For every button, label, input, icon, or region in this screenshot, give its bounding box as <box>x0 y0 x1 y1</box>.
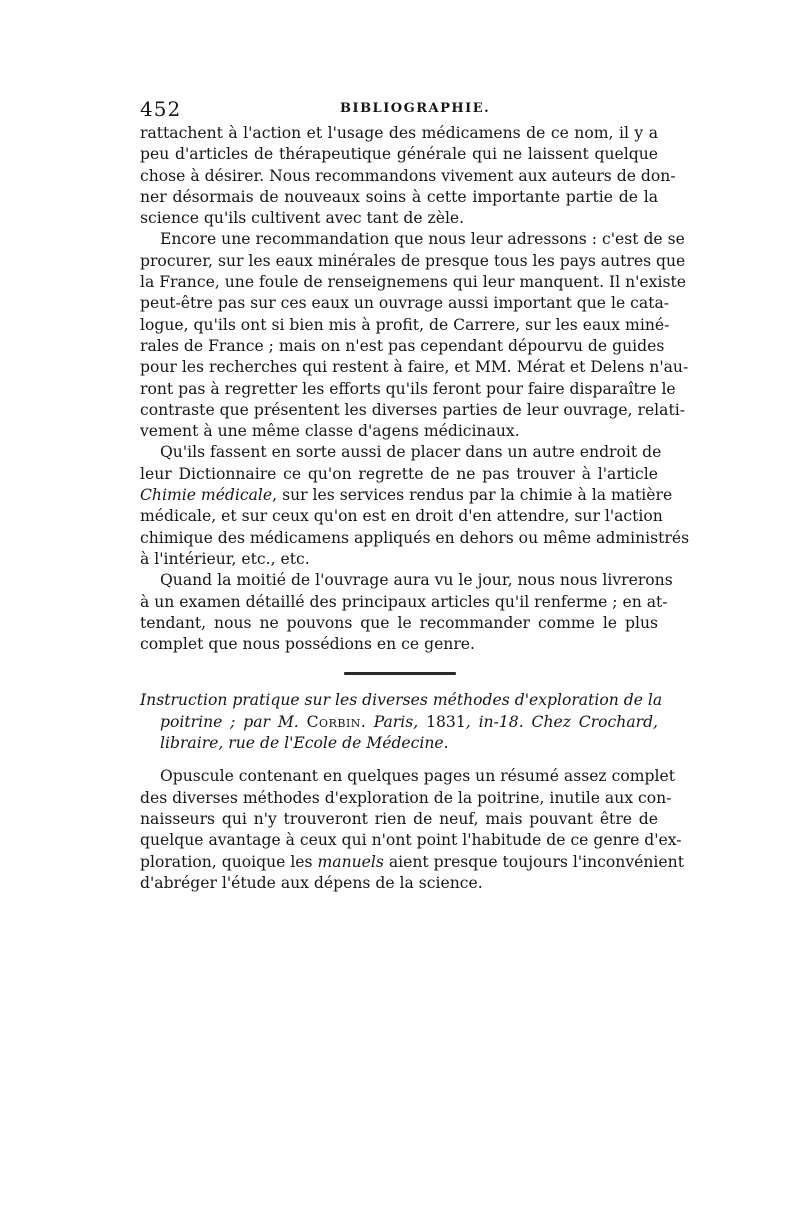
page-number: 452 <box>140 97 182 121</box>
text-line: Quand la moitié de l'ouvrage aura vu le jour, nous nous livrerons <box>160 571 673 590</box>
paragraph-chemistry <box>140 442 690 570</box>
running-title: BIBLIOGRAPHIE. <box>340 101 491 116</box>
text-line: d'abréger l'étude aux dépens de la science. <box>140 873 483 892</box>
citation-title-end: poitrine ; par M. <box>160 712 307 731</box>
text-line: contraste que présentent les diverses parties de leur ouvrage, relati- <box>140 400 685 419</box>
text-run: aient presque toujours l'inconvénient <box>383 852 684 871</box>
paragraph-continuation <box>140 123 676 229</box>
review-paragraph <box>140 766 684 894</box>
text-line: rattachent à l'action et l'usage des médicamens de ce nom, il y a <box>140 124 658 142</box>
text-line <box>140 485 673 506</box>
citation-format: in-18 <box>478 712 519 731</box>
text-line: quelque avantage à ceux qui n'ont point l'habitude de ce genre d'ex- <box>140 831 682 850</box>
italic-article-title: Chimie médicale <box>140 486 273 505</box>
paragraph-mineral-waters <box>140 229 689 442</box>
italic-word: manuels <box>317 852 384 871</box>
citation-city: . Paris, <box>360 712 427 731</box>
text-line: leur Dictionnaire ce qu'on regrette de ne pas trouver à l'article <box>140 464 658 483</box>
text-line: vement à une même classe d'agens médicinaux. <box>140 422 520 441</box>
citation-year: 1831 <box>426 712 466 731</box>
text-line: chose à désirer. Nous recommandons vivement aux auteurs de don- <box>140 166 676 185</box>
citation-line <box>140 712 658 733</box>
text-line: Opuscule contenant en quelques pages un résumé assez complet <box>160 767 675 786</box>
text-line: à l'intérieur, etc., etc. <box>140 549 310 568</box>
citation-address: libraire, rue de l'Ecole de Médecine. <box>160 734 449 753</box>
paragraph-conclusion <box>140 570 673 655</box>
text-line: rales de France ; mais on n'est pas cependant dépourvu de guides <box>140 336 665 355</box>
text-line: tendant, nous ne pouvons que le recommander comme le plus <box>140 613 658 632</box>
text-line: la France, une foule de renseignemens qui leur manquent. Il n'existe <box>140 273 686 292</box>
text-line: Encore une recommandation que nous leur adressons : c'est de se <box>160 230 685 249</box>
text-line: peu d'articles de thérapeutique générale qui ne laissent quelque <box>140 145 658 164</box>
text-run: , sur les services rendus par la chimie à la matière <box>272 486 673 505</box>
text-line: à un examen détaillé des principaux articles qu'il renferme ; en at- <box>140 592 668 611</box>
text-line: ner désormais de nouveaux soins à cette importante partie de la <box>140 187 658 206</box>
text-line: science qu'ils cultivent avec tant de zèle. <box>140 209 465 228</box>
text-line: logue, qu'ils ont si bien mis à profit, de Carrere, sur les eaux miné- <box>140 315 670 334</box>
text-line: complet que nous possédions en ce genre. <box>140 635 475 654</box>
citation-sep: , <box>465 712 479 731</box>
text-line: des diverses méthodes d'exploration de la poitrine, inutile aux con- <box>140 788 672 807</box>
citation-publisher: . Chez Crochard, <box>518 712 659 731</box>
section-divider <box>344 672 456 675</box>
text-line: peut-être pas sur ces eaux un ouvrage aussi important que le cata- <box>140 294 670 313</box>
text-line: médicale, et sur ceux qu'on est en droit d'en attendre, sur l'action <box>140 507 663 526</box>
text-line: chimique des médicamens appliqués en dehors ou même administrés <box>140 528 690 547</box>
bibliographic-citation <box>140 690 663 754</box>
text-line: pour les recherches qui restent à faire, et MM. Mérat et Delens n'au- <box>140 358 689 377</box>
text-line: ront pas à regretter les efforts qu'ils feront pour faire disparaître le <box>140 379 676 398</box>
running-head <box>140 97 658 123</box>
text-run: ploration, quoique les <box>140 852 318 871</box>
text-line <box>140 852 684 873</box>
text-line: Qu'ils fassent en sorte aussi de placer dans un autre endroit de <box>160 443 662 462</box>
citation-title-line: Instruction pratique sur les diverses méthodes d'exploration de la <box>140 691 663 710</box>
text-line: naisseurs qui n'y trouveront rien de neuf, mais pouvant être de <box>140 809 658 828</box>
text-line: procurer, sur les eaux minérales de presque tous les pays autres que <box>140 251 686 270</box>
citation-author: Corbin <box>306 712 361 731</box>
text-block <box>140 97 690 894</box>
